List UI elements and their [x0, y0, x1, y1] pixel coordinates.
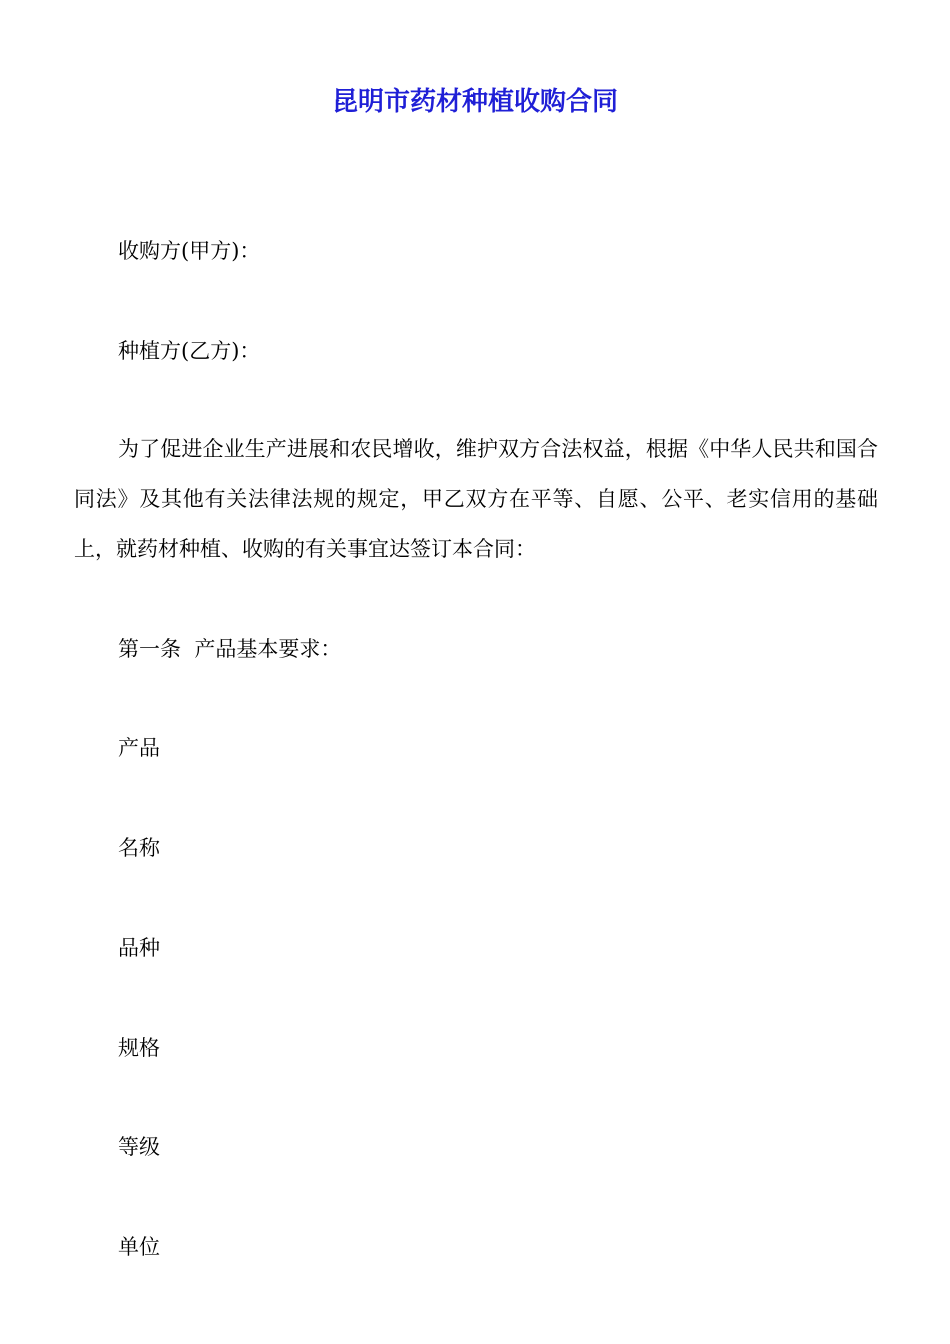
- table-header-item: 单位: [118, 1235, 160, 1259]
- party-b-label: 种植方(乙方)：: [118, 339, 261, 363]
- table-header-item: 规格: [118, 1036, 160, 1060]
- table-header-item: 名称: [118, 836, 160, 860]
- document-title: 昆明市药材种植收购合同: [331, 87, 618, 117]
- party-a-label: 收购方(甲方)：: [118, 239, 261, 263]
- table-header-item: 品种: [118, 936, 160, 960]
- preamble-paragraph: 为了促进企业生产进展和农民增收，维护双方合法权益，根据《中华人民共和国合同法》及其他有关法律法规的规定，甲乙双方在平等、自愿、公平、老实信用的基础上，就药材种植、收购的有关事宜达签订本合同：: [74, 437, 878, 561]
- article-1-heading: 第一条 产品基本要求：: [118, 637, 342, 661]
- table-header-item: 产品: [118, 736, 160, 760]
- table-header-item: 等级: [118, 1135, 160, 1159]
